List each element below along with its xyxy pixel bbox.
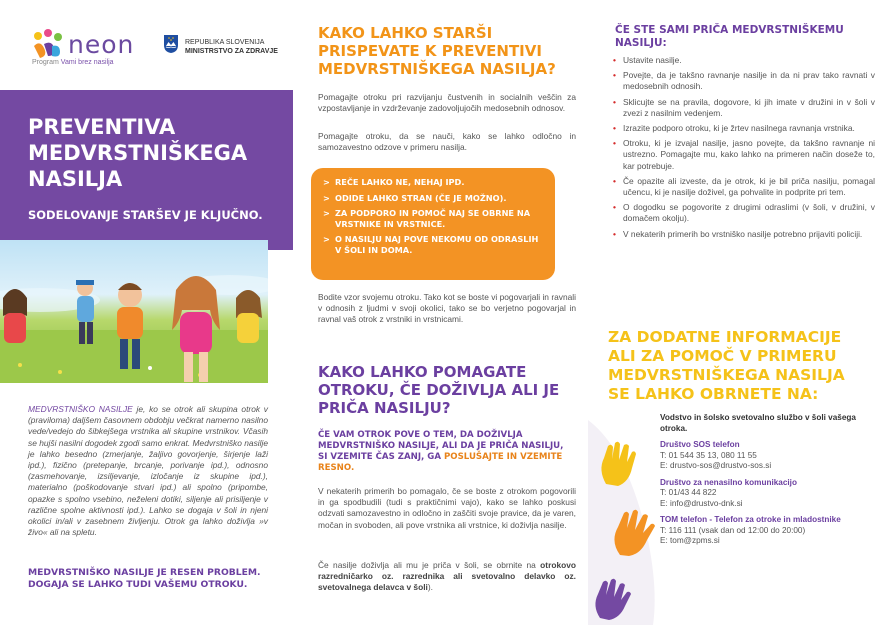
list-item: • O dogodku se pogovorite z drugimi odraslimi (v šoli, v družini, v domačem okolju).	[613, 202, 875, 224]
tip-text: REČE LAHKO NE, NEHAJ IPD.	[335, 177, 465, 187]
hero-banner	[0, 90, 293, 250]
list-item: • Če opazite ali izveste, da je otrok, ki je bil priča nasilju, pomagal učencu, ki je nasilje doživel, ga pohvalite in podprite pri tem.	[613, 176, 875, 198]
school-contact-start: Če nasilje doživlja ali mu je priča v šoli, se obrnite na	[318, 560, 536, 570]
paragraph-assertive: Pomagajte otroku, da se nauči, kako se lahko odločno in samozavestno odzove v primeru nasilja.	[318, 131, 576, 153]
orange-hand-icon	[606, 505, 662, 561]
logo-bar	[28, 28, 278, 73]
witness-actions-list	[613, 55, 875, 244]
help-child-heading: KAKO LAHKO POMAGATE OTROKU, ČE DOŽIVLJA ALI JE PRIČA NASILJU?	[318, 363, 560, 417]
neon-tagline-text: Vami brez nasilja	[60, 59, 114, 66]
tip-item	[323, 177, 543, 188]
witness-heading: ČE STE SAMI PRIČA MEDVRSTNIŠKEMU NASILJU:	[615, 24, 844, 49]
list-item: • Otroku, ki je izvajal nasilje, jasno povejte, da takšno ravnanje ni ustrezno. Pomagajte mu, kako lahko na primeren način doseže to, kar potrebuje.	[613, 138, 875, 172]
arrow-icon: >	[323, 177, 330, 187]
neon-tagline-prefix: Program	[32, 59, 59, 66]
arrow-icon: >	[323, 234, 330, 244]
tip-text: ZA PODPORO IN POMOČ NAJ SE OBRNE NA VRSTNIKE IN VRSTNICE.	[335, 208, 531, 229]
contact-phone: T: 01/43 44 822	[660, 488, 717, 497]
contact-org: Društvo SOS telefon	[660, 440, 740, 449]
neon-tagline	[32, 59, 114, 66]
definition-text: je, ko se otrok ali skupina otrok v (praviloma) daljšem časovnem obdobju večkrat namerno nasilno vede/vedejo do šibkejšega vrstnika ali skupine vrstnikov. Včasih se hujši nasilni dogodek zgodi samo enkrat. Medvrstniško nasilje je lahko besedno (zmerjanje, žaljivo govorjenje, širjenje laži ipd.), fizično (pretepanje, brcanje, porivanje ipd.), odnosno (zasmehovanje, izsiljevanje, izločanje iz skupine ipd.), materialno (poškodovanje stvari ipd.) ali spolno (pripombe, opazke s spolno vsebino, neželeni dotiki, siljenje ali prisiljenje v različne spolne aktivnosti ipd.). Lahko se dogaja v šoli in njeni okolici in/ali v zasebnem življenju. Otrok ga lahko doživlja »v živo« ali na spletu.	[28, 404, 268, 538]
neon-logo-text: neon	[68, 30, 135, 59]
bullying-definition	[28, 404, 268, 538]
tip-item	[323, 208, 543, 229]
closing-line1: MEDVRSTNIŠKO NASILJE JE RESEN PROBLEM.	[28, 567, 261, 578]
list-item: • Sklicujte se na pravila, dogovore, ki jih imate v družini in v šoli v zvezi z nasilnim vedenjem.	[613, 97, 875, 119]
list-item: • Izrazite podporo otroku, ki je žrtev nasilnega ravnanja vrstnika.	[613, 123, 875, 134]
listen-lead-text: ČE VAM OTROK POVE O TEM, DA DOŽIVLJA MEDVRSTNIŠKO NASILJE, ALI DA JE PRIČA NASILJU, SI VZEMITE ČAS ZANJ, GA	[318, 430, 564, 462]
contact-sos	[660, 440, 870, 472]
hero-subtitle: SODELOVANJE STARŠEV JE KLJUČNO.	[28, 208, 263, 222]
paragraph-practice: V nekaterih primerih bo pomagalo, če se boste z otrokom pogovorili in ga spodbudili (tudi s praktičnimi vajo), kako se lahko poskusi odzvati samozavestno in odločno in zaščiti svoje pravice, da je varen, močan in svoboden, ali pove vrstnika ali vrstnice, ki doživlja nasilje.	[318, 486, 576, 530]
paragraph-role-model: Bodite vzor svojemu otroku. Tako kot se boste vi pogovarjali in ravnali v odnosih z ljudmi v svoji okolici, tako se bo verjetno pogovarjal in ravnal vaš otrok z vrstniki in vrstnicami.	[318, 292, 576, 325]
contact-org: Vodstvo in šolsko svetovalno službo v šoli vašega otroka.	[660, 413, 856, 433]
contact-email[interactable]: E: info@drustvo-dnk.si	[660, 498, 743, 508]
gov-line2: MINISTRSTVO ZA ZDRAVJE	[185, 48, 278, 55]
slovenia-crest-icon	[163, 34, 179, 54]
paragraph-social-skills: Pomagajte otroku pri razvijanju čustvenih in socialnih veščin za vzpostavljanje in vzdrževanje zadovoljujočih medosebnih odnosov.	[318, 92, 576, 114]
ministry-label	[185, 38, 278, 56]
tip-item	[323, 234, 543, 255]
list-item: • Ustavite nasilje.	[613, 55, 875, 66]
contact-org: TOM telefon - Telefon za otroke in mladostnike	[660, 515, 841, 524]
definition-lead: MEDVRSTNIŠKO NASILJE	[28, 404, 133, 414]
parents-prevention-heading: KAKO LAHKO STARŠI PRISPEVATE K PREVENTIVI MEDVRSTNIŠKEGA NASILJA?	[318, 24, 556, 78]
contact-email[interactable]: E: drustvo-sos@drustvo-sos.si	[660, 461, 772, 470]
listen-lead	[318, 430, 566, 474]
hero-title-line1: PREVENTIVA	[28, 115, 176, 139]
tip-text: O NASILJU NAJ POVE NEKOMU OD ODRASLIH V ŠOLI IN DOMA.	[335, 234, 539, 255]
yellow-hand-icon	[596, 440, 646, 488]
contact-phone: T: 116 111 (vsak dan od 12:00 do 20:00)	[660, 525, 806, 535]
contact-tom	[660, 515, 870, 547]
contact-phone: T: 01 544 35 13, 080 11 55	[660, 450, 757, 460]
children-running-photo	[0, 240, 268, 383]
purple-hand-icon	[590, 572, 640, 622]
panel-middle	[293, 0, 588, 625]
contact-school	[660, 413, 870, 434]
closing-statement	[28, 567, 278, 591]
hero-title-line3: NASILJA	[28, 167, 123, 191]
contact-org: Društvo za nenasilno komunikacijo	[660, 477, 797, 487]
closing-line2: DOGAJA SE LAHKO TUDI VAŠEMU OTROKU.	[28, 579, 248, 590]
arrow-icon: >	[323, 208, 330, 218]
contacts-heading: ZA DODATNE INFORMACIJE ALI ZA POMOČ V PRIMERU MEDVRSTNIŠKEGA NASILJA SE LAHKO OBRNETE NA:	[608, 328, 845, 403]
hero-title-line2: MEDVRSTNIŠKEGA	[28, 141, 248, 165]
children-photo-illustration	[0, 240, 268, 383]
contact-email[interactable]: E: tom@zpms.si	[660, 536, 720, 545]
paragraph-school-contact	[318, 560, 576, 594]
list-item: • V nekaterih primerih bo vrstniško nasilje potrebno prijaviti policiji.	[613, 229, 875, 240]
gov-line1: REPUBLIKA SLOVENIJA	[185, 39, 265, 46]
tip-text: ODIDE LAHKO STRAN (ČE JE MOŽNO).	[335, 192, 507, 203]
tip-item	[323, 193, 543, 204]
listen-lead-highlight: POSLUŠAJTE IN VZEMITE RESNO.	[318, 452, 563, 473]
contacts-list	[660, 413, 870, 553]
arrow-icon: >	[323, 192, 330, 203]
school-contact-bold: otrokovo razredničarko oz. razrednika ali svetovalno delavko oz. svetovalnega delavca v šoli	[318, 560, 576, 593]
response-tips-box	[311, 168, 555, 280]
panel-right	[588, 0, 881, 625]
panel-left	[0, 0, 293, 625]
hero-title	[28, 114, 278, 192]
school-contact-end: ).	[427, 582, 433, 593]
contact-dnk	[660, 478, 870, 510]
list-item: • Povejte, da je takšno ravnanje nasilje in da ni prav tako ravnati v medosebnih odnosih.	[613, 70, 875, 92]
